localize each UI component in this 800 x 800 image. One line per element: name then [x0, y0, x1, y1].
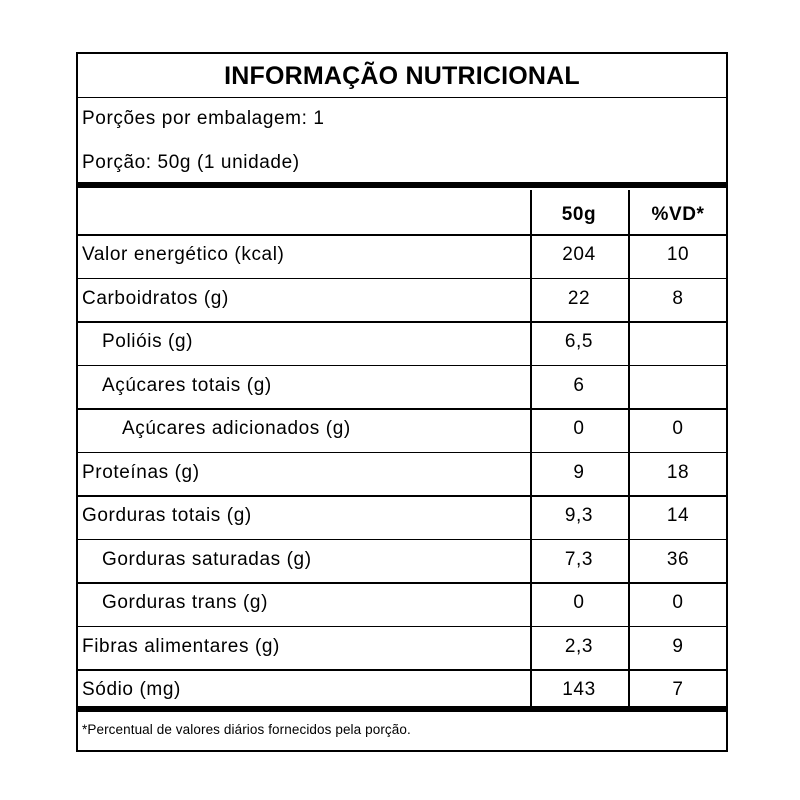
- row-divider: [78, 582, 726, 584]
- nutrient-amount: 0: [573, 418, 585, 439]
- nutrient-table: [78, 190, 726, 706]
- nutrient-amount: 9: [573, 461, 585, 483]
- nutrient-label: Sódio (mg): [82, 679, 181, 700]
- nutrient-label: Fibras alimentares (g): [82, 635, 280, 657]
- nutrient-dv: 9: [672, 635, 684, 657]
- servings-per-package: Porções por embalagem: 1: [82, 108, 325, 129]
- nutrient-amount: 204: [562, 244, 596, 265]
- nutrient-amount: 9,3: [564, 505, 594, 526]
- nutrition-label: [76, 52, 728, 752]
- nutrient-label: Açúcares adicionados (g): [122, 418, 351, 439]
- row-divider: [78, 539, 726, 541]
- footnote: *Percentual de valores diários fornecidos pela porção.: [82, 722, 411, 737]
- row-divider: [78, 321, 726, 323]
- nutrient-label: Gorduras totais (g): [82, 505, 252, 526]
- row-divider: [78, 365, 726, 367]
- row-divider: [78, 626, 726, 628]
- nutrient-dv: 0: [672, 592, 684, 613]
- nutrient-amount: 6,5: [564, 331, 594, 352]
- nutrient-label: Gorduras saturadas (g): [102, 548, 312, 570]
- nutrient-dv: 0: [672, 418, 684, 439]
- nutrient-amount: 143: [562, 679, 596, 700]
- nutrient-amount: 7,3: [564, 548, 594, 570]
- nutrient-amount: 6: [573, 374, 585, 396]
- thick-divider-top: [78, 182, 726, 188]
- portion-size: Porção: 50g (1 unidade): [82, 152, 300, 173]
- nutrient-amount: 0: [573, 592, 585, 613]
- column-header-amount: 50g: [561, 204, 597, 225]
- nutrient-label: Proteínas (g): [82, 461, 200, 483]
- nutrient-label: Polióis (g): [102, 331, 194, 352]
- nutrient-dv: 7: [672, 679, 684, 700]
- column-header-dv: %VD*: [651, 204, 705, 225]
- nutrient-amount: 2,3: [564, 635, 594, 657]
- row-divider: [78, 452, 726, 454]
- nutrient-dv: 8: [672, 287, 684, 309]
- row-divider: [78, 408, 726, 410]
- nutrient-amount: 22: [567, 287, 591, 309]
- label-title: INFORMAÇÃO NUTRICIONAL: [78, 54, 726, 98]
- nutrient-label: Valor energético (kcal): [82, 244, 285, 265]
- nutrient-label: Açúcares totais (g): [102, 374, 272, 396]
- nutrient-dv: 10: [666, 244, 690, 265]
- nutrient-dv: 18: [666, 461, 690, 483]
- column-divider-amount: [530, 190, 532, 706]
- row-divider: [78, 278, 726, 280]
- nutrient-label: Gorduras trans (g): [102, 592, 269, 613]
- nutrient-dv: 14: [666, 505, 690, 526]
- header-rule: [78, 234, 726, 236]
- row-divider: [78, 495, 726, 497]
- column-divider-dv: [628, 190, 630, 706]
- row-divider: [78, 669, 726, 671]
- nutrient-label: Carboidratos (g): [82, 287, 229, 309]
- nutrient-dv: 36: [666, 548, 690, 570]
- thick-divider-bottom: [78, 706, 726, 712]
